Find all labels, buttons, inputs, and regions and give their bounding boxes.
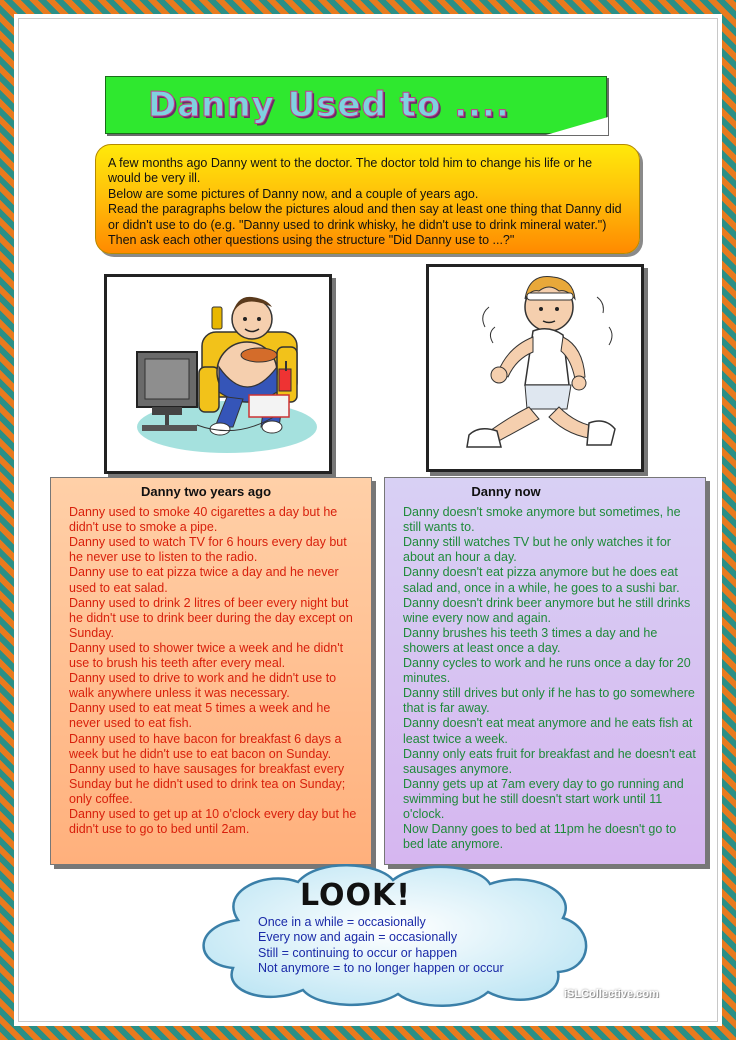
list-item: Danny used to eat meat 5 times a week and he never used to eat fish. [69, 701, 331, 731]
list-item: Danny brushes his teeth 3 times a day and he showers at least once a day. [403, 625, 658, 655]
page-title: Danny Used to .... [148, 85, 510, 125]
running-man-illustration [429, 267, 641, 469]
list-item: Danny used to watch TV for 6 hours every day but he never use to listen to the radio. [69, 535, 347, 565]
column-danny-now [384, 477, 706, 865]
column-heading-danny-now: Danny now [471, 484, 541, 499]
instructions-line-2: Below are some pictures of Danny now, and a couple of years ago. [108, 186, 479, 201]
list-item: Danny used to shower twice a week and he didn't use to brush his teeth after every meal. [69, 640, 344, 671]
picture-before [104, 274, 332, 474]
couch-potato-illustration [107, 277, 329, 471]
title-banner [105, 76, 607, 134]
instructions-line-1: A few months ago Danny went to the doctor. The doctor told him to change his life or he would be very ill. [108, 156, 593, 186]
picture-after [426, 264, 644, 472]
look-item: Not anymore = to no longer happen or occur [258, 961, 504, 976]
list-item: Danny still drives but only if he has to go somewhere that is far away. [403, 686, 695, 716]
list-item: Now Danny goes to bed at 11pm he doesn't go to bed late anymore. [403, 822, 677, 852]
watermark-text: iSLCollective.com [564, 988, 659, 1000]
instructions-box [95, 144, 640, 254]
list-item: Danny only eats fruit for breakfast and he doesn't eat sausages anymore. [403, 746, 696, 776]
list-item: Danny cycles to work and he runs once a day for 20 minutes. [403, 656, 691, 686]
list-item: Danny gets up at 7am every day to go running and swimming but he still doesn't start work until 11 o'clock. [403, 776, 684, 821]
list-item: Danny use to eat pizza twice a day and he never used to eat salad. [69, 565, 339, 595]
list-item: Danny used to drive to work and he didn't use to walk anywhere unless it was necessary. [69, 671, 337, 701]
list-item: Danny used to smoke 40 cigarettes a day but he didn't use to smoke a pipe. [69, 505, 338, 535]
look-item: Every now and again = occasionally [258, 930, 458, 945]
look-list [258, 915, 504, 977]
look-item: Once in a while = occasionally [258, 915, 426, 929]
instructions-line-3: Read the paragraphs below the pictures aloud and then say at least one thing that Danny did or didn't use to do (e.g. "Danny used to drink whisky, he didn't use to drink mineral water.") Then ask each other questions using the structure "Did Danny use to ...?" [108, 202, 622, 248]
look-title: LOOK! [300, 878, 411, 913]
list-item: Danny doesn't eat pizza anymore but he does eat salad and, once in a while, he goes to a sushi bar. [403, 565, 680, 595]
list-item: Danny used to have bacon for breakfast 6 days a week but he didn't use to eat bacon on Sunday. [69, 731, 342, 761]
list-item: Danny still watches TV but he only watches it for about an hour a day. [403, 535, 671, 565]
title-fold-corner [546, 117, 608, 135]
look-item: Still = continuing to occur or happen [258, 945, 458, 960]
list-item: Danny used to have sausages for breakfast every Sunday but he didn't used to drink tea on Sunday; only coffee. [69, 761, 346, 806]
list-item: Danny used to drink 2 litres of beer every night but he didn't use to drink beer during the day except on Sunday. [69, 595, 353, 640]
list-item: Danny doesn't drink beer anymore but he still drinks wine every now and again. [403, 595, 691, 625]
list-item: Danny used to get up at 10 o'clock every day but he didn't use to go to bed until 2am. [69, 806, 357, 837]
column-heading-two-years-ago: Danny two years ago [140, 484, 272, 499]
column-two-years-ago [50, 477, 372, 865]
list-item: Danny doesn't smoke anymore but sometimes, he still wants to. [403, 505, 681, 535]
list-item: Danny doesn't eat meat anymore and he eats fish at least twice a week. [403, 716, 693, 746]
